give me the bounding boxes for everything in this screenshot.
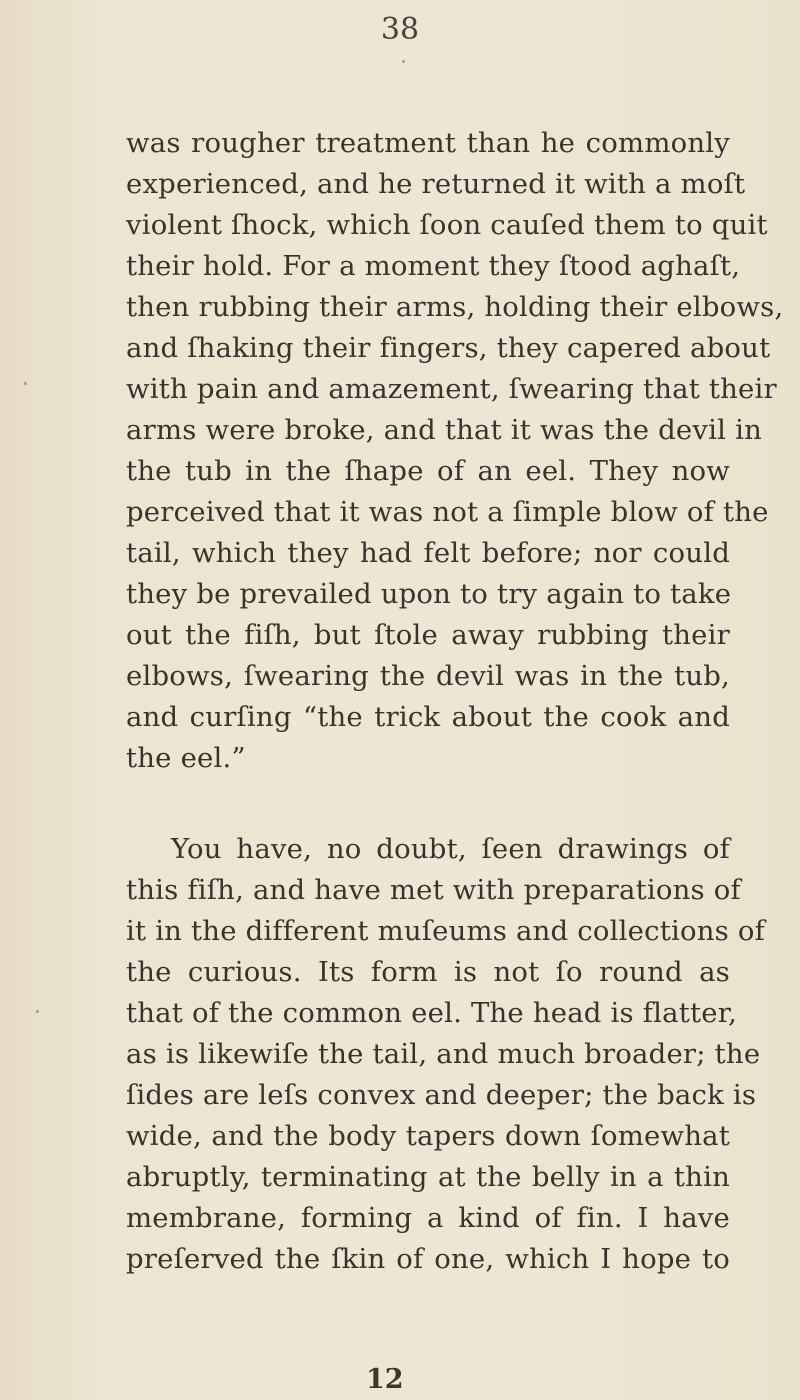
text-line: they be prevailed upon to try again to take [126, 578, 732, 610]
text-line: ſides are leſs convex and deeper; the back is [126, 1079, 757, 1111]
text-line: the curious. Its form is not ſo round as [126, 956, 730, 988]
text-line: was rougher treatment than he commonly [126, 127, 730, 159]
text-line: and curſing “the trick about the cook and [126, 701, 730, 733]
text-line: experienced, and he returned it with a moſt [126, 168, 746, 200]
text-line: the eel.” [126, 742, 246, 774]
text-line: preſerved the ſkin of one, which I hope to [126, 1243, 730, 1275]
text-line: out the fiſh, but ſtole away rubbing their [126, 619, 730, 651]
text-line: perceived that it was not a ſimple blow of the [126, 496, 769, 528]
text-line: elbows, ſwearing the devil was in the tub, [126, 660, 730, 692]
catchword: 12 [366, 1364, 404, 1395]
text-line: with pain and amazement, ſwearing that their [126, 373, 777, 405]
text-line: violent ſhock, which ſoon cauſed them to quit [126, 209, 768, 241]
text-line: You have, no doubt, ſeen drawings of [171, 833, 730, 865]
text-line: membrane, forming a kind of fin. I have [126, 1202, 730, 1234]
text-line: wide, and the body tapers down ſomewhat [126, 1120, 730, 1152]
text-line: their hold. For a moment they ſtood aghaſt, [126, 250, 741, 282]
paper-speck [36, 1010, 39, 1013]
text-line: arms were broke, and that it was the devil in [126, 414, 762, 446]
paper-speck [24, 382, 27, 385]
text-line: abruptly, terminating at the belly in a thin [126, 1161, 730, 1193]
text-line: that of the common eel. The head is flatter, [126, 997, 738, 1029]
page-number: 38 [380, 12, 420, 47]
text-line: and ſhaking their fingers, they capered about [126, 332, 771, 364]
paragraph-2 [126, 829, 766, 1280]
text-line: this fiſh, and have met with preparations of [126, 874, 741, 906]
text-line: then rubbing their arms, holding their elbows, [126, 291, 784, 323]
paragraph-1 [126, 123, 784, 779]
paper-speck [402, 60, 405, 63]
text-line: the tub in the ſhape of an eel. They now [126, 455, 730, 487]
text-line: tail, which they had felt before; nor could [126, 537, 730, 569]
text-line: it in the different muſeums and collections of [126, 915, 766, 947]
text-line: as is likewiſe the tail, and much broader; the [126, 1038, 761, 1070]
